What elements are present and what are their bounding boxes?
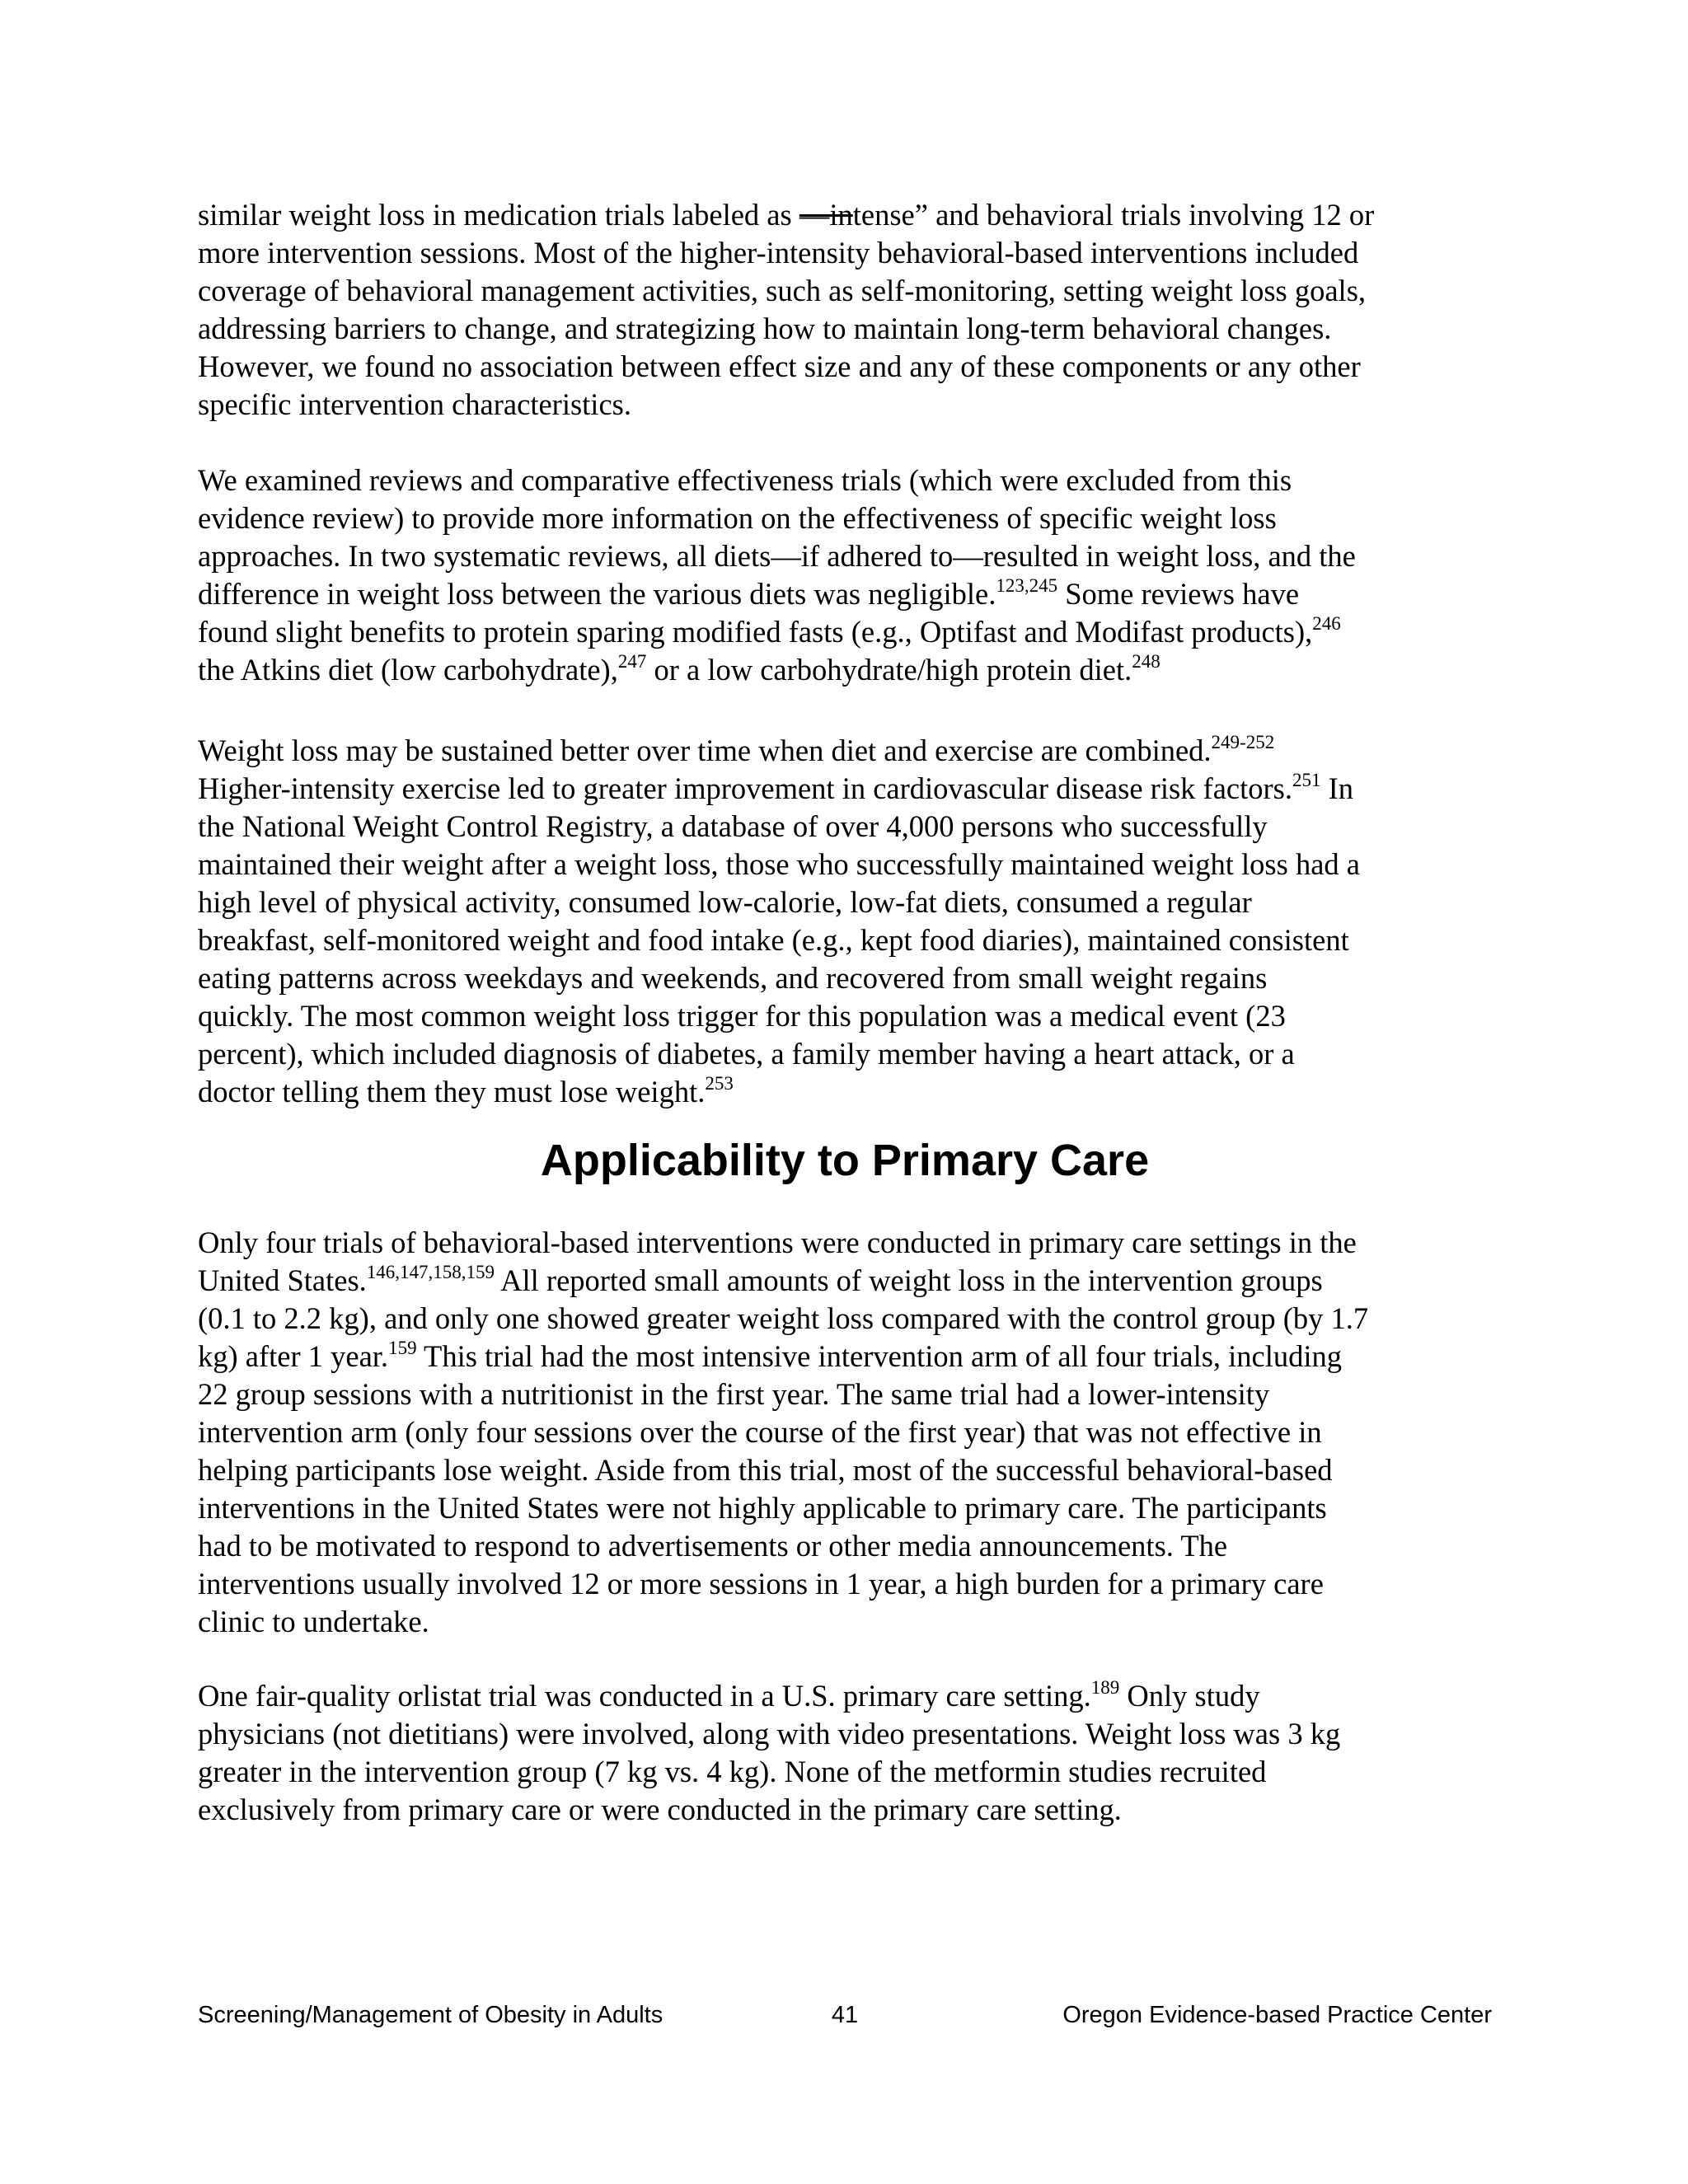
text-line: doctor telling them they must lose weight.$^{253}$ [198, 1072, 734, 1108]
text-line: United States.$^{146,147,158,159}$ All reported small amounts of weight loss in the intervention groups [198, 1261, 1323, 1297]
text-line: clinic to undertake. [198, 1605, 429, 1638]
text-line: Only four trials of behavioral-based interventions were conducted in primary care settings in the [198, 1226, 1357, 1259]
text-line: greater in the intervention group (7 kg vs. 4 kg). None of the metformin studies recruited [198, 1755, 1267, 1788]
citation-superscript: 247 [617, 650, 647, 672]
paragraph-reviews-and-trials [198, 462, 1492, 689]
text-line: found slight benefits to protein sparing modified fasts (e.g., Optifast and Modifast products),$^{246}$ [198, 612, 1341, 649]
paragraph-medication-trials [198, 196, 1492, 424]
text-line: eating patterns across weekdays and weekends, and recovered from small weight regains [198, 961, 1268, 995]
citation-superscript: 146,147,158,159 [366, 1261, 495, 1282]
text-line: Weight loss may be sustained better over time when diet and exercise are combined.$^{249-252}$ [198, 731, 1275, 767]
text-line: quickly. The most common weight loss trigger for this population was a medical event (23 [198, 999, 1286, 1033]
text-line: physicians (not dietitians) were involved, along with video presentations. Weight loss was 3 kg [198, 1717, 1341, 1750]
text-line: However, we found no association between effect size and any of these components or any other [198, 349, 1361, 383]
text-line: (0.1 to 2.2 kg), and only one showed greater weight loss compared with the control group (by 1.7 [198, 1301, 1369, 1335]
text-line: the National Weight Control Registry, a database of over 4,000 persons who successfully [198, 809, 1268, 843]
text-line: interventions in the United States were not highly applicable to primary care. The participants [198, 1491, 1327, 1525]
text-line: evidence review) to provide more information on the effectiveness of specific weight loss [198, 501, 1277, 535]
citation-superscript: 246 [1312, 612, 1341, 634]
text-line: approaches. In two systematic reviews, all diets—if adhered to—resulted in weight loss, and the [198, 539, 1356, 573]
text-line: 22 group sessions with a nutritionist in the first year. The same trial had a lower-intensity [198, 1377, 1270, 1411]
text-line: intervention arm (only four sessions over the course of the first year) that was not effective in [198, 1415, 1322, 1449]
text-line: high level of physical activity, consumed low-calorie, low-fat diets, consumed a regular [198, 885, 1252, 919]
text-line: more intervention sessions. Most of the higher-intensity behavioral-based interventions included [198, 236, 1359, 269]
text-line: exclusively from primary care or were conducted in the primary care setting. [198, 1793, 1122, 1826]
text-line: maintained their weight after a weight loss, those who successfully maintained weight loss had a [198, 847, 1360, 881]
citation-superscript: 159 [388, 1337, 417, 1358]
text-line: had to be motivated to respond to advertisements or other media announcements. The [198, 1529, 1228, 1563]
text-line: percent), which included diagnosis of diabetes, a family member having a heart attack, or a [198, 1037, 1295, 1071]
text-line: interventions usually involved 12 or more sessions in 1 year, a high burden for a primary care [198, 1567, 1324, 1601]
paragraph-diet-and-exercise [198, 732, 1492, 1111]
paragraph-primary-care-trials [198, 1224, 1492, 1641]
text-line: Higher-intensity exercise led to greater improvement in cardiovascular disease risk factors.$^{251}$ In [198, 769, 1354, 805]
text-line: One fair-quality orlistat trial was conducted in a U.S. primary care setting.$^{189}$ Only study [198, 1676, 1260, 1713]
citation-superscript: 123,245 [996, 574, 1058, 596]
page-footer [198, 1999, 1492, 2032]
text-line: coverage of behavioral management activities, such as self-monitoring, setting weight loss goals, [198, 274, 1367, 307]
text-line: kg) after 1 year.$^{159}$ This trial had the most intensive intervention arm of all four trials, including [198, 1337, 1343, 1373]
text-line: specific intervention characteristics. [198, 387, 631, 421]
citation-superscript: 189 [1090, 1676, 1120, 1698]
text-line: addressing barriers to change, and strategizing how to maintain long-term behavioral changes. [198, 312, 1332, 345]
text-line: similar weight loss in medication trials labeled as ―intense” and behavioral trials involving 12 or [198, 198, 1375, 232]
footer-report-title: Screening/Management of Obesity in Adults [198, 2002, 663, 2028]
text-line: We examined reviews and comparative effectiveness trials (which were excluded from this [198, 463, 1292, 497]
text-line: helping participants lose weight. Aside from this trial, most of the successful behavioral-based [198, 1453, 1333, 1487]
text-line: the Atkins diet (low carbohydrate),$^{247}$ or a low carbohydrate/high protein diet.$^{248}$ [198, 650, 1160, 687]
text-line: breakfast, self-monitored weight and food intake (e.g., kept food diaries), maintained consistent [198, 923, 1349, 957]
citation-superscript: 253 [705, 1072, 734, 1094]
page-number: 41 [831, 2002, 859, 2028]
footer-organization: Oregon Evidence-based Practice Center [1062, 2002, 1492, 2028]
citation-superscript: 249-252 [1211, 731, 1275, 752]
text-line: difference in weight loss between the various diets was negligible.$^{123,245}$ Some reviews have [198, 574, 1300, 611]
citation-superscript: 251 [1292, 769, 1321, 790]
section-heading: Applicability to Primary Care [540, 1136, 1150, 1185]
struck-text: ―in [799, 198, 853, 232]
citation-superscript: 248 [1132, 650, 1160, 672]
paragraph-orlistat-trial [198, 1677, 1492, 1829]
